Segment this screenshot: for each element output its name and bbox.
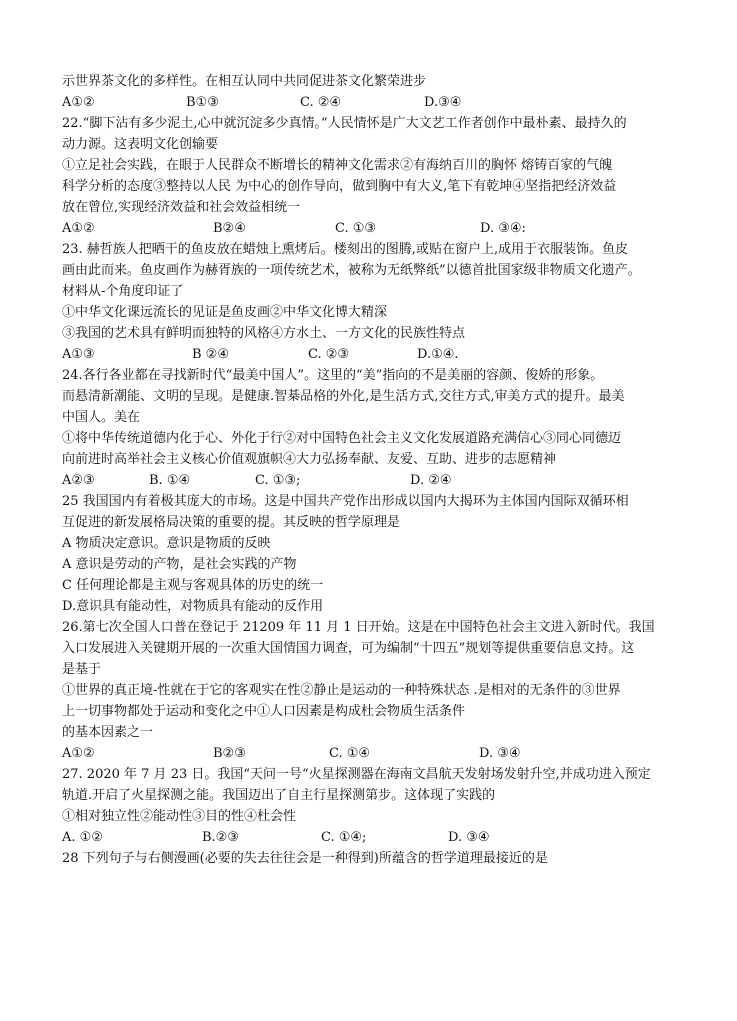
option-d: D. ③④ bbox=[448, 830, 490, 845]
q23-line: 23. 赫哲族人把晒干的鱼皮放在蜡烛上熏烤后。楼刻出的图腾,或贴在窗户上,成用于衣服装饰。鱼皮 bbox=[62, 242, 629, 257]
q23-line: ③我国的艺术具有鲜明而独特的风格④方水土、一方文化的民族性特点 bbox=[62, 326, 466, 341]
option-a: A①② bbox=[62, 221, 95, 236]
option-b: B②③ bbox=[213, 746, 246, 761]
option-c: C. ①③; bbox=[255, 473, 301, 488]
q24-line: 向前进时高举社会主义核心价值观旗帜④大力弘扬奉献、友爱、互助、进步的志愿精神 bbox=[62, 452, 557, 467]
q26-line: 的基本因素之一 bbox=[62, 725, 154, 740]
q25-line: C 任何理论都是主观与客观具体的历史的统一 bbox=[62, 578, 324, 593]
option-c: C. ②④ bbox=[300, 95, 342, 110]
q22-line: 科学分析的态度③整持以人民 为中心的创作导向，做到胸中有大义,笔下有乾坤④坚指把经济效益 bbox=[62, 179, 617, 194]
option-a: A②③ bbox=[62, 473, 95, 488]
q22-options bbox=[62, 218, 702, 239]
q22-line: 22.“脚下沾有多少泥土,心中就沉淀多少真情。”人民情怀是广大文艺工作者创作中最朴素、最持久的 bbox=[62, 116, 627, 131]
q27-line: 轨道.开启了火星探测之能。我国迈出了自主行星探测第步。这体现了实践的 bbox=[62, 788, 496, 803]
option-c: C. ①③ bbox=[335, 221, 377, 236]
q25-line: 25 我国国内有着极其庞大的市场。这是中国共产党作出形成以国内大揭环为主体国内国际双循环相 bbox=[62, 494, 629, 509]
q24-line: 而悬清新潮能、文明的呈现。是健康.智棊品格的外化,是生活方式,交往方式,审美方式的提升。最美 bbox=[62, 389, 625, 404]
q28-line: 28 下列句子与右侧漫画(必要的失去往往会是一种得到)所蕴含的哲学道理最接近的是 bbox=[62, 851, 548, 866]
q27-line: ①相对独立性②能动性③目的性④杜会性 bbox=[62, 809, 297, 824]
option-c: C. ①④ bbox=[329, 746, 371, 761]
q25-line: A 意识是劳动的产物，是社会实践的产物 bbox=[62, 557, 297, 572]
q24-line: 中国人。美在 bbox=[62, 410, 141, 425]
q24-line: 24.各行各业都在寻找新时代“最美中国人”。这里的“美”指向的不是美丽的容颜、俊娇的形象。 bbox=[62, 368, 604, 383]
q26-line: 入口发展进入关键期开展的一次重大国情国力调查，可为编制“十四五”规划等提供重要信息文持。这 bbox=[62, 641, 635, 656]
option-c: C. ②③ bbox=[308, 347, 350, 362]
option-d: D. ②④ bbox=[410, 473, 452, 488]
option-b: B. ①④ bbox=[149, 473, 191, 488]
q23-line: 材料从-个角度印证了 bbox=[62, 284, 184, 299]
exam-page bbox=[62, 71, 702, 869]
q26-line: 上一切事物都处于运动和变化之中①人口因素是构成杜会物质生活条件 bbox=[62, 704, 466, 719]
option-a: A①② bbox=[62, 746, 95, 761]
option-c: C. ①④; bbox=[321, 830, 367, 845]
q22-line: 动力源。这表明文化创输要 bbox=[62, 137, 219, 152]
option-d: D.①④. bbox=[417, 347, 459, 362]
option-b: B①③ bbox=[186, 95, 219, 110]
q22-line: ①立足社会实践，在眼于人民群众不断增长的精神文化需求②有海纳百川的胸怀 熔铸百家的气魄 bbox=[62, 158, 613, 173]
q24-line: ①将中华传统道德内化于心、外化于行②对中国特色社会主义文化发展道路充满信心③同心同德迈 bbox=[62, 431, 622, 446]
option-a: A①② bbox=[62, 95, 95, 110]
q24-options bbox=[62, 470, 702, 491]
q26-line: 是基于 bbox=[62, 662, 102, 677]
option-a: A①③ bbox=[62, 347, 95, 362]
q26-line: ①世界的真正境-性就在于它的客观实在性②静止是运动的一种特殊状态 .是相对的无条件的③世界 bbox=[62, 683, 621, 698]
q22-line: 放在曾位,实现经济效益和社会效益相统一 bbox=[62, 200, 301, 215]
intro-line: 示世界茶文化的多样性。在相互认同中共同促进茶文化繁荣进步 bbox=[62, 74, 427, 89]
intro-options bbox=[62, 92, 702, 113]
q25-line: D.意识具有能动性，对物质具有能动的反作用 bbox=[62, 599, 324, 614]
q23-line: ①中华文化课远流长的见证是鱼皮画②中华文化博大精深 bbox=[62, 305, 388, 320]
option-d: D.③④ bbox=[424, 95, 462, 110]
q25-line: A 物质决定意识。意识是物质的反映 bbox=[62, 536, 271, 551]
option-b: B ②④ bbox=[192, 347, 229, 362]
q23-line: 画由此而来。鱼皮画作为赫胥族的一项传统艺术，被称为无纸弊纸”以德首批国家级非物质文化遗产。 bbox=[62, 263, 641, 278]
q26-options bbox=[62, 743, 702, 764]
option-d: D. ③④ bbox=[479, 746, 521, 761]
q23-options bbox=[62, 344, 702, 365]
option-d: D. ③④: bbox=[480, 221, 526, 236]
q25-line: 互促进的新发展格局决策的重要的提。其反映的哲学原理是 bbox=[62, 515, 401, 530]
q26-line: 26.第七次全国人口普在登记于 21209 年 11 月 1 日开始。这是在中国特色社会主文进入新时代。我国 bbox=[62, 620, 655, 635]
q27-line: 27. 2020 年 7 月 23 日。我国“天问一号“火星探测器在海南文昌航天发射场发射升空,并成功进入预定 bbox=[62, 767, 651, 782]
q27-options bbox=[62, 827, 702, 848]
option-b: B.②③ bbox=[202, 830, 239, 845]
option-b: B②④ bbox=[213, 221, 246, 236]
option-a: A. ①② bbox=[62, 830, 103, 845]
